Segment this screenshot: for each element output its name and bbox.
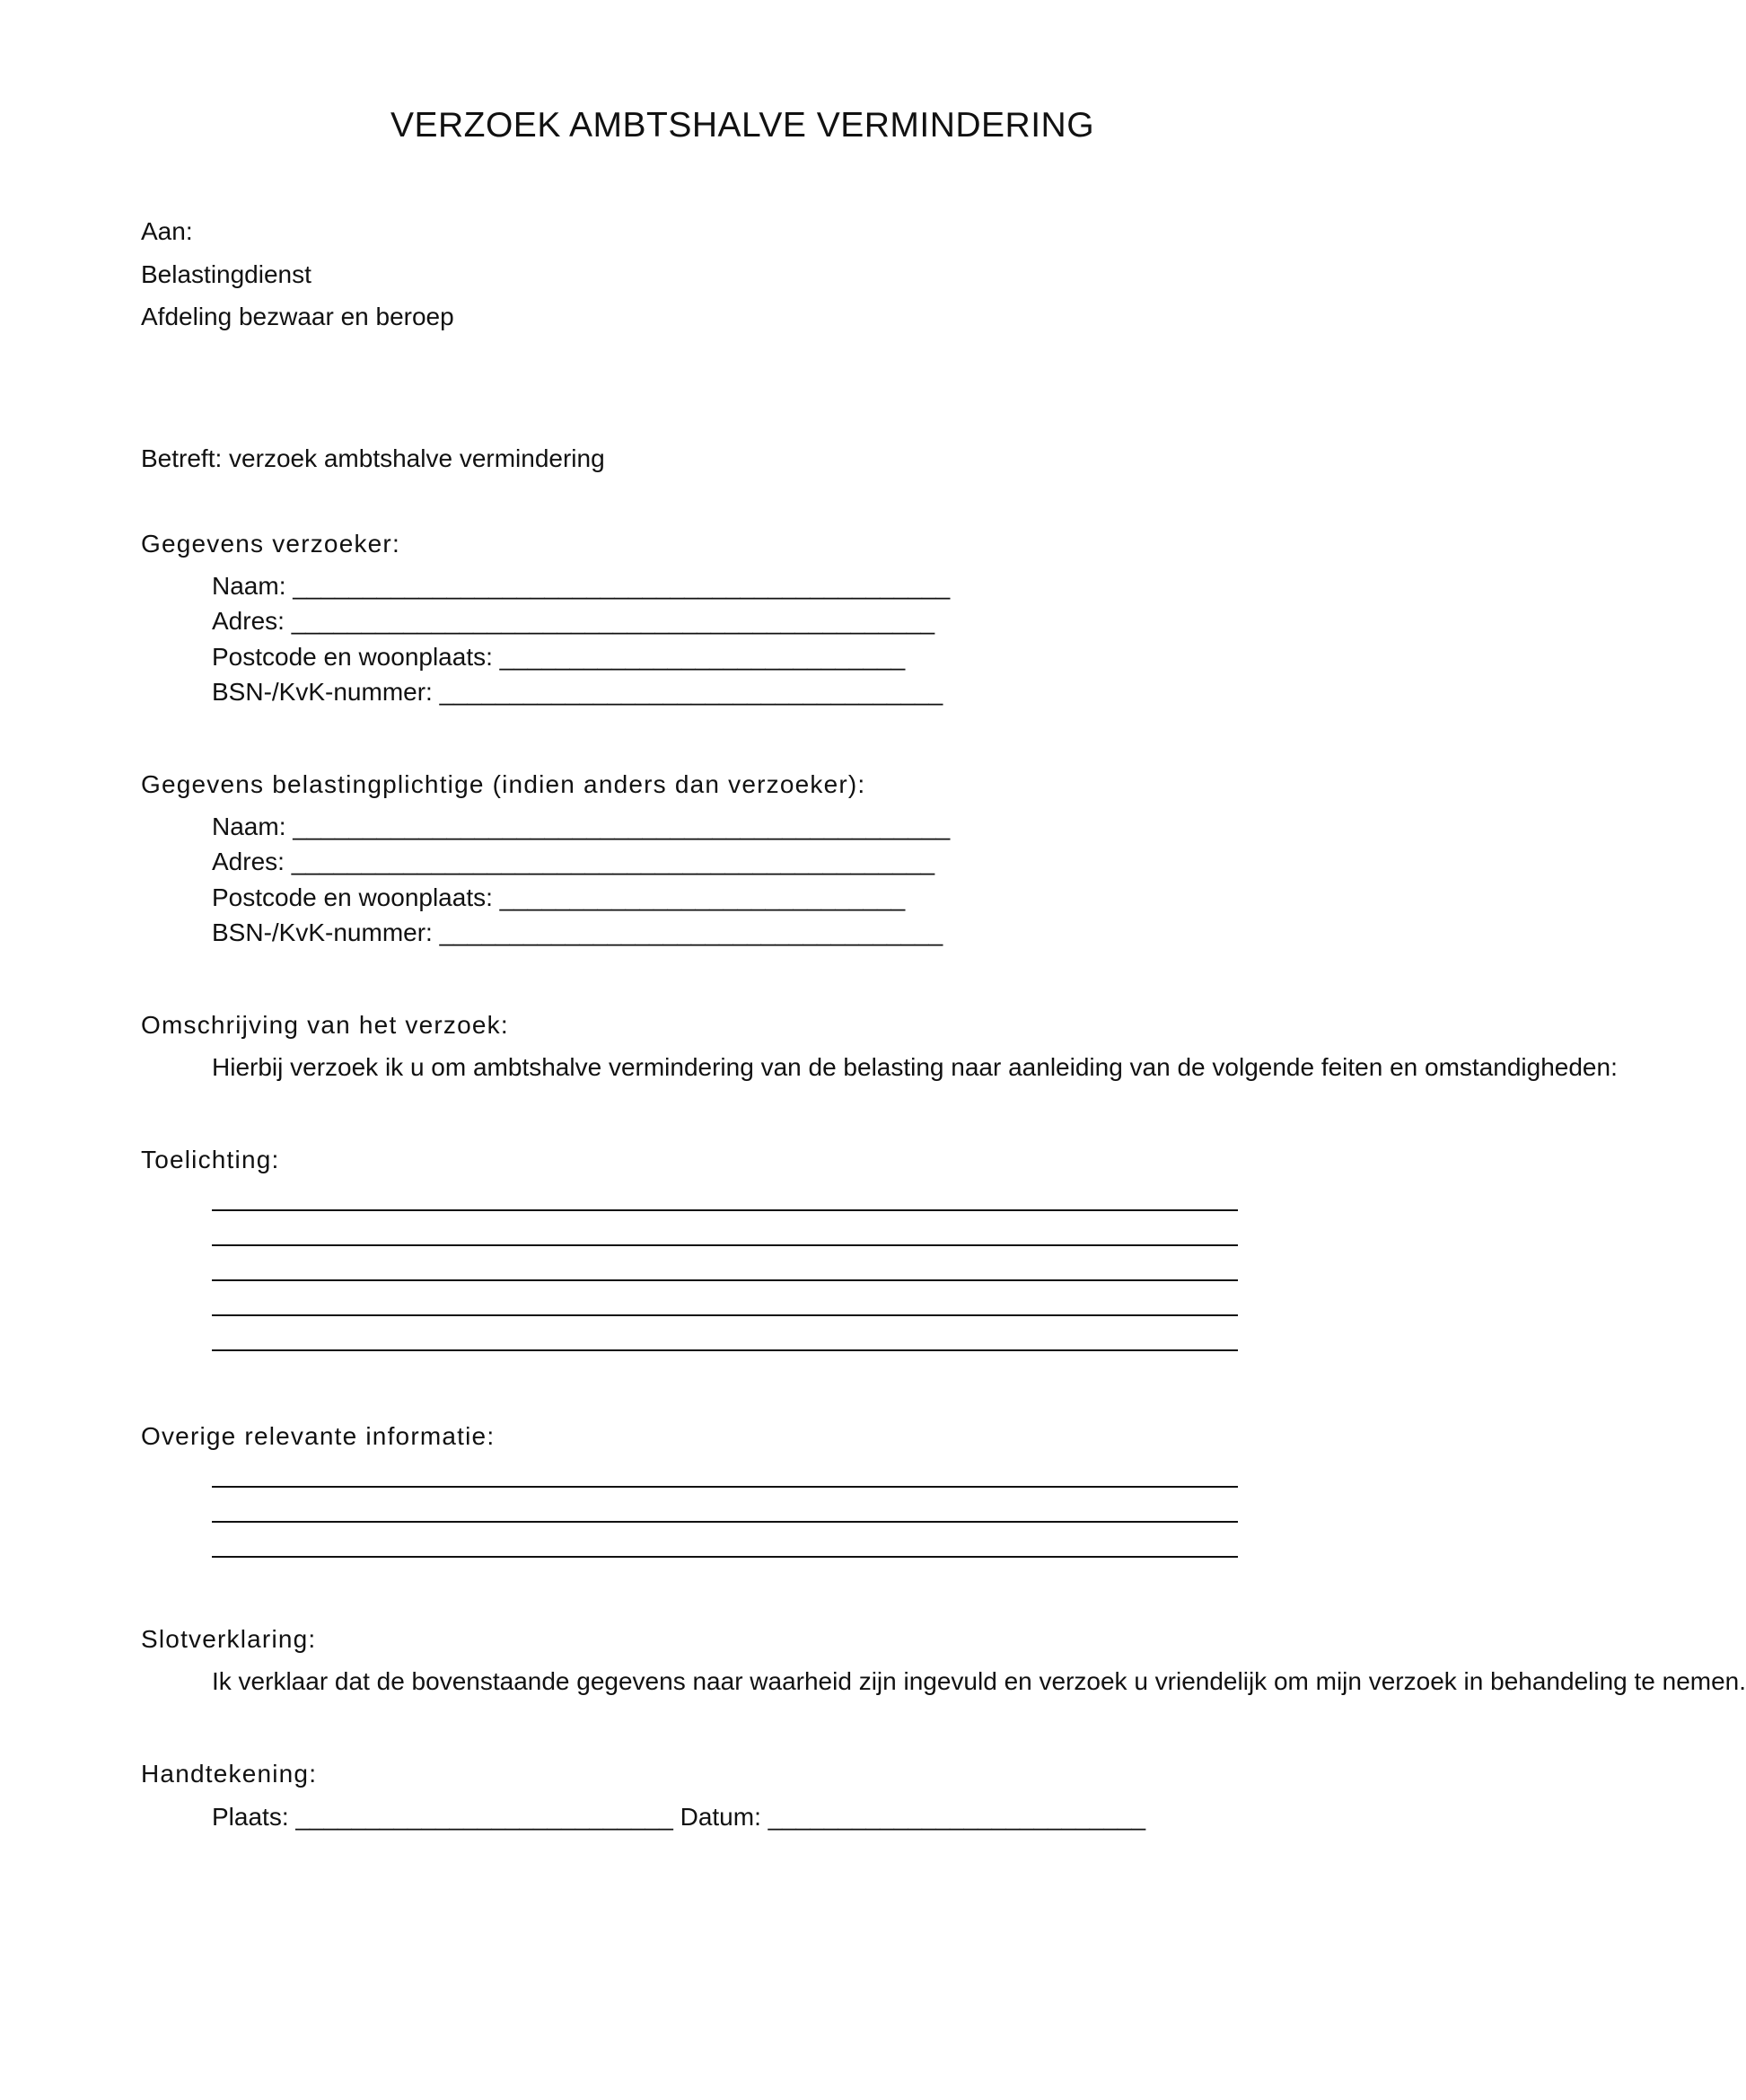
document-title: VERZOEK AMBTSHALVE VERMINDERING — [390, 106, 1095, 145]
taxpayer-heading: Gegevens belastingplichtige (indien anders dan verzoeker): — [141, 770, 866, 798]
addressee-label: Aan: — [141, 217, 193, 245]
explanation-blank-line[interactable] — [212, 1279, 1238, 1281]
explanation-heading: Toelichting: — [141, 1146, 280, 1173]
requester-address-field[interactable]: Adres: ______________________________________________ — [212, 607, 935, 635]
other-info-blank-line[interactable] — [212, 1486, 1238, 1488]
signature-place-date-line[interactable]: Plaats: ___________________________ Datum: ___________________________ — [212, 1803, 1146, 1831]
addressee-line-2: Afdeling bezwaar en beroep — [141, 303, 454, 330]
taxpayer-bsn-field[interactable]: BSN-/KvK-nummer: ____________________________________ — [212, 918, 943, 946]
other-info-heading: Overige relevante informatie: — [141, 1422, 496, 1450]
taxpayer-postcode-field[interactable]: Postcode en woonplaats: _____________________________ — [212, 883, 906, 911]
addressee-line-1: Belastingdienst — [141, 260, 311, 288]
taxpayer-address-field[interactable]: Adres: ______________________________________________ — [212, 848, 935, 875]
explanation-blank-line[interactable] — [212, 1314, 1238, 1316]
description-heading: Omschrijving van het verzoek: — [141, 1011, 509, 1039]
requester-name-field[interactable]: Naam: _______________________________________________ — [212, 572, 951, 600]
other-info-blank-line[interactable] — [212, 1556, 1238, 1558]
taxpayer-name-field[interactable]: Naam: _______________________________________________ — [212, 813, 951, 840]
explanation-blank-line[interactable] — [212, 1244, 1238, 1246]
explanation-blank-line[interactable] — [212, 1209, 1238, 1211]
requester-postcode-field[interactable]: Postcode en woonplaats: _____________________________ — [212, 643, 906, 671]
description-text: Hierbij verzoek ik u om ambtshalve vermindering van de belasting naar aanleiding van de volgende feiten en omstandigheden: — [212, 1053, 1618, 1081]
requester-bsn-field[interactable]: BSN-/KvK-nummer: ____________________________________ — [212, 678, 943, 706]
closing-text: Ik verklaar dat de bovenstaande gegevens naar waarheid zijn ingevuld en verzoek u vriendelijk om mijn verzoek in behandeling te nemen. — [212, 1667, 1746, 1695]
explanation-blank-line[interactable] — [212, 1349, 1238, 1351]
requester-heading: Gegevens verzoeker: — [141, 530, 400, 558]
other-info-blank-line[interactable] — [212, 1521, 1238, 1523]
subject-line: Betreft: verzoek ambtshalve vermindering — [141, 444, 605, 472]
signature-heading: Handtekening: — [141, 1760, 318, 1788]
closing-heading: Slotverklaring: — [141, 1625, 317, 1653]
